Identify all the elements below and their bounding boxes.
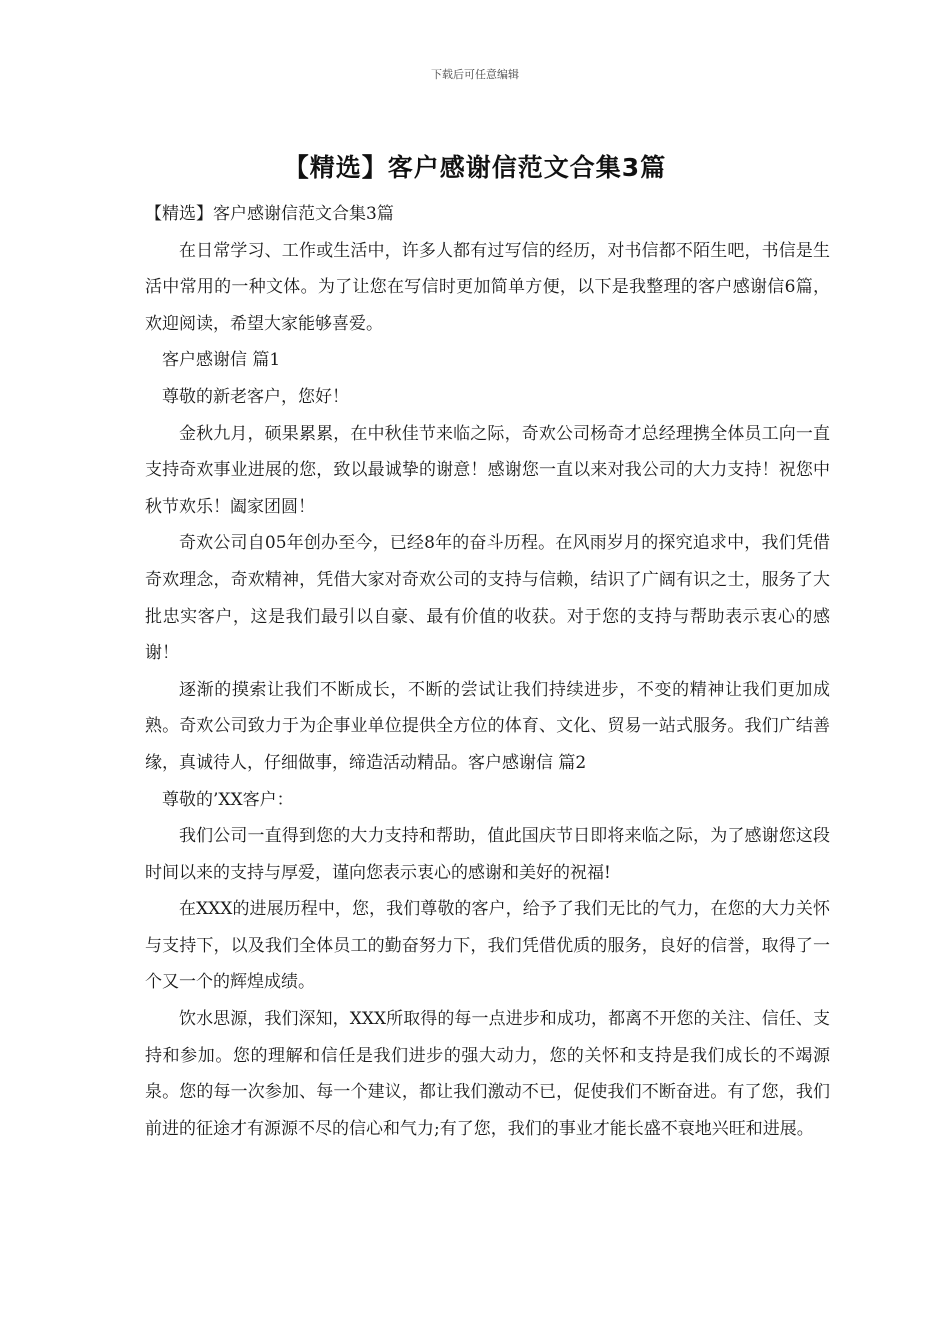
subtitle-line: 【精选】客户感谢信范文合集3篇 — [145, 204, 394, 224]
document-body — [145, 196, 830, 1147]
body-paragraph: 逐渐的摸索让我们不断成长，不断的尝试让我们持续进步，不变的精神让我们更加成熟。奇欢公司致力于为企事业单位提供全方位的体育、文化、贸易一站式服务。我们广结善缘，真诚待人，仔细做事，缔造活动精品。客户感谢信 篇2 — [145, 679, 830, 773]
section-heading-1: 客户感谢信 篇1 — [162, 350, 281, 371]
document-title: 【精选】客户感谢信范文合集3篇 — [283, 153, 667, 182]
header-note: 下载后可任意编辑 — [431, 68, 519, 81]
body-paragraph: 饮水思源，我们深知，XXX所取得的每一点进步和成功，都离不开您的关注、信任、支持和参加。您的理解和信任是我们进步的强大动力，您的关怀和支持是我们成长的不竭源泉。您的每一次参加、每一个建议，都让我们激动不已，促使我们不断奋进。有了您，我们前进的征途才有源源不尽的信心和气力;有了您，我们的事业才能长盛不衰地兴旺和进展。 — [145, 1009, 830, 1139]
salutation-2: 尊敬的’XX客户： — [162, 789, 294, 810]
body-paragraph: 奇欢公司自05年创办至今，已经8年的奋斗历程。在风雨岁月的探究追求中，我们凭借奇欢理念，奇欢精神，凭借大家对奇欢公司的支持与信赖，结识了广阔有识之士，服务了大批忠实客户，这是我们最引以自豪、最有价值的收获。对于您的支持与帮助表示衷心的感谢！ — [145, 533, 830, 664]
body-paragraph: 金秋九月，硕果累累，在中秋佳节来临之际，奇欢公司杨奇才总经理携全体员工向一直支持奇欢事业进展的您，致以最诚挚的谢意！感谢您一直以来对我公司的大力支持！祝您中秋节欢乐！阖家团圆！ — [145, 423, 830, 517]
intro-paragraph: 在日常学习、工作或生活中，许多人都有过写信的经历，对书信都不陌生吧，书信是生活中常用的一种文体。为了让您在写信时更加简单方便，以下是我整理的客户感谢信6篇，欢迎阅读，希望大家能够喜爱。 — [145, 240, 830, 334]
body-paragraph: 我们公司一直得到您的大力支持和帮助，值此国庆节日即将来临之际，为了感谢您这段时间以来的支持与厚爱，谨向您表示衷心的感谢和美好的祝福! — [145, 826, 830, 883]
body-paragraph: 在XXX的进展历程中，您，我们尊敬的客户，给予了我们无比的气力，在您的大力关怀与支持下，以及我们全体员工的勤奋努力下，我们凭借优质的服务，良好的信誉，取得了一个又一个的辉煌成绩。 — [145, 899, 830, 993]
salutation-1: 尊敬的新老客户，您好！ — [162, 386, 349, 407]
